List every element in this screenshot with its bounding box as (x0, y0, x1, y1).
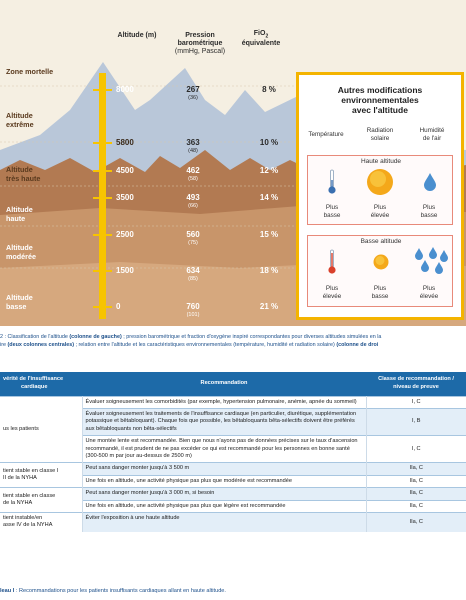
recommendation-cell: Évaluer soigneusement les comorbidités (par exemple, hypertension pulmonaire, anémie, apnée du sommeil) (82, 396, 366, 408)
high-rad-l1: Plus (373, 204, 387, 211)
low-radiation-text (357, 285, 403, 300)
band-5-l1: Altitude (6, 293, 33, 302)
low-temp-l1: Plus (325, 285, 339, 292)
high-temp-l2: basse (323, 211, 341, 219)
band-4-l2: modérée (6, 251, 36, 261)
env-col-radiation-l2: solaire (370, 134, 390, 142)
altitude-value: 2500 (116, 230, 134, 239)
recommendation-cell: Peut sans danger monter jusqu'à 3 500 m (82, 463, 366, 475)
band-1-l1: Altitude (6, 111, 33, 120)
env-col-radiation-l1: Radiation (366, 127, 394, 134)
env-col-humidity (407, 127, 457, 142)
group-stable-class-3 (0, 488, 82, 513)
low-rad-l2: basse (371, 292, 389, 300)
band-3-l2: haute (6, 213, 26, 223)
fio2-header-l1: FiO (253, 30, 266, 37)
low-altitude-title: Basse altitude (360, 238, 402, 245)
pressure-value (163, 166, 223, 184)
pressure-mmhg: 760 (186, 302, 200, 311)
figure-caption (0, 334, 466, 349)
water-drops-icon (411, 246, 449, 278)
band-label-moderate (6, 244, 36, 261)
env-col-temperature: Température (308, 131, 344, 138)
band-label-low (6, 294, 33, 311)
class-cell: IIa, C (366, 475, 466, 487)
band-3-l1: Altitude (6, 205, 33, 214)
header-severity-l2: cardiaque (21, 383, 48, 390)
band-5-l2: basse (6, 301, 27, 311)
altitude-value: 1500 (116, 266, 134, 275)
band-label-extreme (6, 112, 34, 129)
sun-icon (365, 167, 395, 197)
pressure-value (163, 302, 223, 320)
fio2-value: 8 % (262, 85, 276, 94)
altitude-value: 3500 (116, 193, 134, 202)
band-2-l1: Altitude (6, 165, 33, 174)
low-temp-l2: élevée (322, 292, 342, 300)
high-hum-l1: Plus (422, 204, 436, 211)
caption-mid-1: ; pression barométrique et fraction d'oxygène inspiré correspondantes pour diverses altitudes simulées en la (121, 334, 382, 340)
low-hum-l1: Plus (422, 285, 436, 292)
environment-box (296, 72, 464, 320)
altitude-tick (93, 234, 112, 236)
pressure-header-l3: (mmHg, Pascal) (174, 48, 226, 55)
group-unstable-l2: asse IV de la NYHA (3, 522, 53, 529)
env-col-humidity-l2: de l'air (422, 134, 442, 142)
pressure-mmhg: 267 (186, 85, 200, 94)
band-1-l2: extrême (6, 119, 34, 129)
caption-bold-1: (colonne de gauche) (69, 334, 122, 340)
fio2-value: 21 % (259, 302, 279, 311)
header-recommendation: Recommandation (82, 372, 366, 396)
fio2-header-l2: équivalente (241, 40, 281, 48)
env-col-radiation (355, 127, 405, 142)
low-temperature-text (309, 285, 355, 300)
class-cell: I, C (366, 396, 466, 408)
table-caption-text: : Recommandations pour les patients insuffisants cardiaques allant en haute altitude. (14, 588, 226, 594)
altitude-header: Altitude (m) (117, 32, 157, 39)
pressure-kpa: (66) (188, 203, 198, 209)
recommendation-cell: Peut sans danger monter jusqu'à 3 000 m, si besoin (82, 488, 366, 500)
altitude-value: 0 (116, 302, 121, 311)
header-class (366, 372, 466, 396)
pressure-value (163, 85, 223, 103)
high-humidity-text (406, 204, 452, 219)
sun-icon (372, 253, 390, 271)
pressure-value (163, 266, 223, 284)
high-temp-l1: Plus (325, 204, 339, 211)
caption-line2-a: ire (0, 341, 8, 348)
fio2-value: 18 % (259, 266, 279, 275)
pressure-mmhg: 634 (186, 266, 200, 275)
altitude-tick (93, 142, 112, 144)
thermometer-icon (327, 249, 337, 275)
low-altitude-box (307, 235, 453, 307)
pressure-header-l1: Pression (185, 32, 215, 39)
altitude-tick (93, 170, 112, 172)
pressure-kpa: (58) (188, 176, 198, 182)
header-severity (0, 372, 82, 396)
recommendation-cell: Éviter l'exposition à une haute altitude (82, 512, 366, 531)
pressure-value (163, 138, 223, 156)
env-col-humidity-l1: Humidité (419, 127, 445, 134)
class-cell: IIa, C (366, 512, 466, 531)
table-row (0, 488, 466, 500)
group-class12-l2: II de la NYHA (3, 475, 37, 482)
water-drop-icon (423, 172, 437, 192)
altitude-value: 5800 (116, 138, 134, 147)
low-rad-l1: Plus (373, 285, 387, 292)
group-class3-l2: de la NYHA (3, 500, 33, 507)
altitude-scale-bar (99, 73, 106, 319)
high-altitude-box (307, 155, 453, 225)
header-class-l2: niveau de preuve (393, 383, 439, 390)
pressure-header (165, 32, 235, 56)
group-all-patients: us les patients (0, 396, 82, 463)
group-unstable-class-4 (0, 512, 82, 531)
fio2-value: 15 % (259, 230, 279, 239)
high-rad-l2: élevée (370, 211, 390, 219)
table-header-row (0, 372, 466, 396)
altitude-value: 4500 (116, 166, 134, 175)
table-row (0, 512, 466, 531)
fio2-value: 12 % (259, 166, 279, 175)
group-class3-l1: tient stable en classe (3, 492, 56, 499)
pressure-kpa: (48) (188, 148, 198, 154)
environment-box-title (299, 85, 461, 115)
fio2-header (236, 30, 286, 48)
high-temperature-text (309, 204, 355, 219)
caption-line2-b: ; relation entre l'altitude et les caractéristiques environnementales (température, humidité et radiation solaire) (74, 341, 337, 348)
fio2-value: 10 % (259, 138, 279, 147)
pressure-value (163, 193, 223, 211)
recommendations-table (0, 372, 466, 532)
altitude-value: 8000 (116, 85, 134, 94)
pressure-kpa: (36) (188, 95, 198, 101)
class-cell: I, C (366, 436, 466, 463)
high-radiation-text (357, 204, 403, 219)
env-title-l3: avec l'altitude (352, 105, 408, 115)
altitude-tick (93, 197, 112, 199)
table-row (0, 396, 466, 408)
table-caption-bold: leau I (0, 588, 15, 594)
band-2-l2: très haute (6, 173, 41, 183)
table-row (0, 463, 466, 475)
class-cell: IIa, C (366, 500, 466, 512)
pressure-mmhg: 560 (186, 230, 200, 239)
env-title-l2: environnementales (341, 95, 419, 105)
header-severity-l1: vérité de l'insuffisance (3, 376, 64, 383)
caption-bold-2: (deux colonnes centrales) (7, 341, 75, 348)
group-unstable-l1: tient instable/en (3, 514, 43, 521)
pressure-kpa: (101) (186, 312, 200, 318)
band-label-high (6, 206, 33, 223)
env-title-l1: Autres modifications (337, 85, 423, 95)
band-4-l1: Altitude (6, 243, 33, 252)
caption-bold-3: (colonne de droi (336, 341, 379, 348)
recommendation-cell: Une fois en altitude, une activité physique pas plus que légère est recommandée (82, 500, 366, 512)
low-humidity-text (406, 285, 452, 300)
band-label-mortal (6, 68, 53, 77)
high-altitude-title: Haute altitude (360, 158, 402, 165)
class-cell: IIa, C (366, 488, 466, 500)
altitude-tick (93, 89, 112, 91)
band-label-very-high (6, 166, 40, 183)
table-caption (0, 588, 226, 594)
pressure-mmhg: 363 (186, 138, 200, 147)
pressure-kpa: (85) (188, 276, 198, 282)
pressure-mmhg: 493 (186, 193, 200, 202)
band-0-l1: Zone mortelle (6, 67, 54, 76)
header-class-l1: Classe de recommandation / (378, 376, 454, 383)
low-hum-l2: élevée (419, 292, 439, 300)
caption-prefix: 2 : Classification de l'altitude (0, 334, 70, 340)
pressure-mmhg: 462 (186, 166, 200, 175)
altitude-tick (93, 270, 112, 272)
recommendation-cell: Une fois en altitude, une activité physique pas plus que modérée est recommandée (82, 475, 366, 487)
pressure-kpa: (75) (188, 240, 198, 246)
class-cell: I, B (366, 408, 466, 435)
thermometer-icon (327, 169, 337, 195)
pressure-value (163, 230, 223, 248)
altitude-tick (93, 306, 112, 308)
group-stable-class-1-2 (0, 463, 82, 488)
recommendation-cell: Une montée lente est recommandée. Bien que nous n'ayons pas de données précises sur le taux d'ascension recommandé, il est prudent de ne pas excéder ce qui est recommandé pour les personnes en bonne santé (300-500 m par jour au-dessus de 2500 m) (82, 436, 366, 463)
class-cell: IIa, C (366, 463, 466, 475)
recommendation-cell: Évaluer soigneusement les traitements de l'insuffisance cardiaque (en particulier, diurétique, supplémentation potassique et bêtabloquant). Chaque fois que possible, les bêtabloquants bêta-sélectifs doivent être préférés aux bêtabloquants non bêta-sélectifs (82, 408, 366, 435)
high-hum-l2: basse (420, 211, 438, 219)
fio2-header-sub: 2 (265, 33, 269, 40)
pressure-header-l2: barométrique (177, 40, 223, 47)
group-class12-l1: tient stable en classe I (3, 467, 59, 474)
fio2-value: 14 % (259, 193, 279, 202)
